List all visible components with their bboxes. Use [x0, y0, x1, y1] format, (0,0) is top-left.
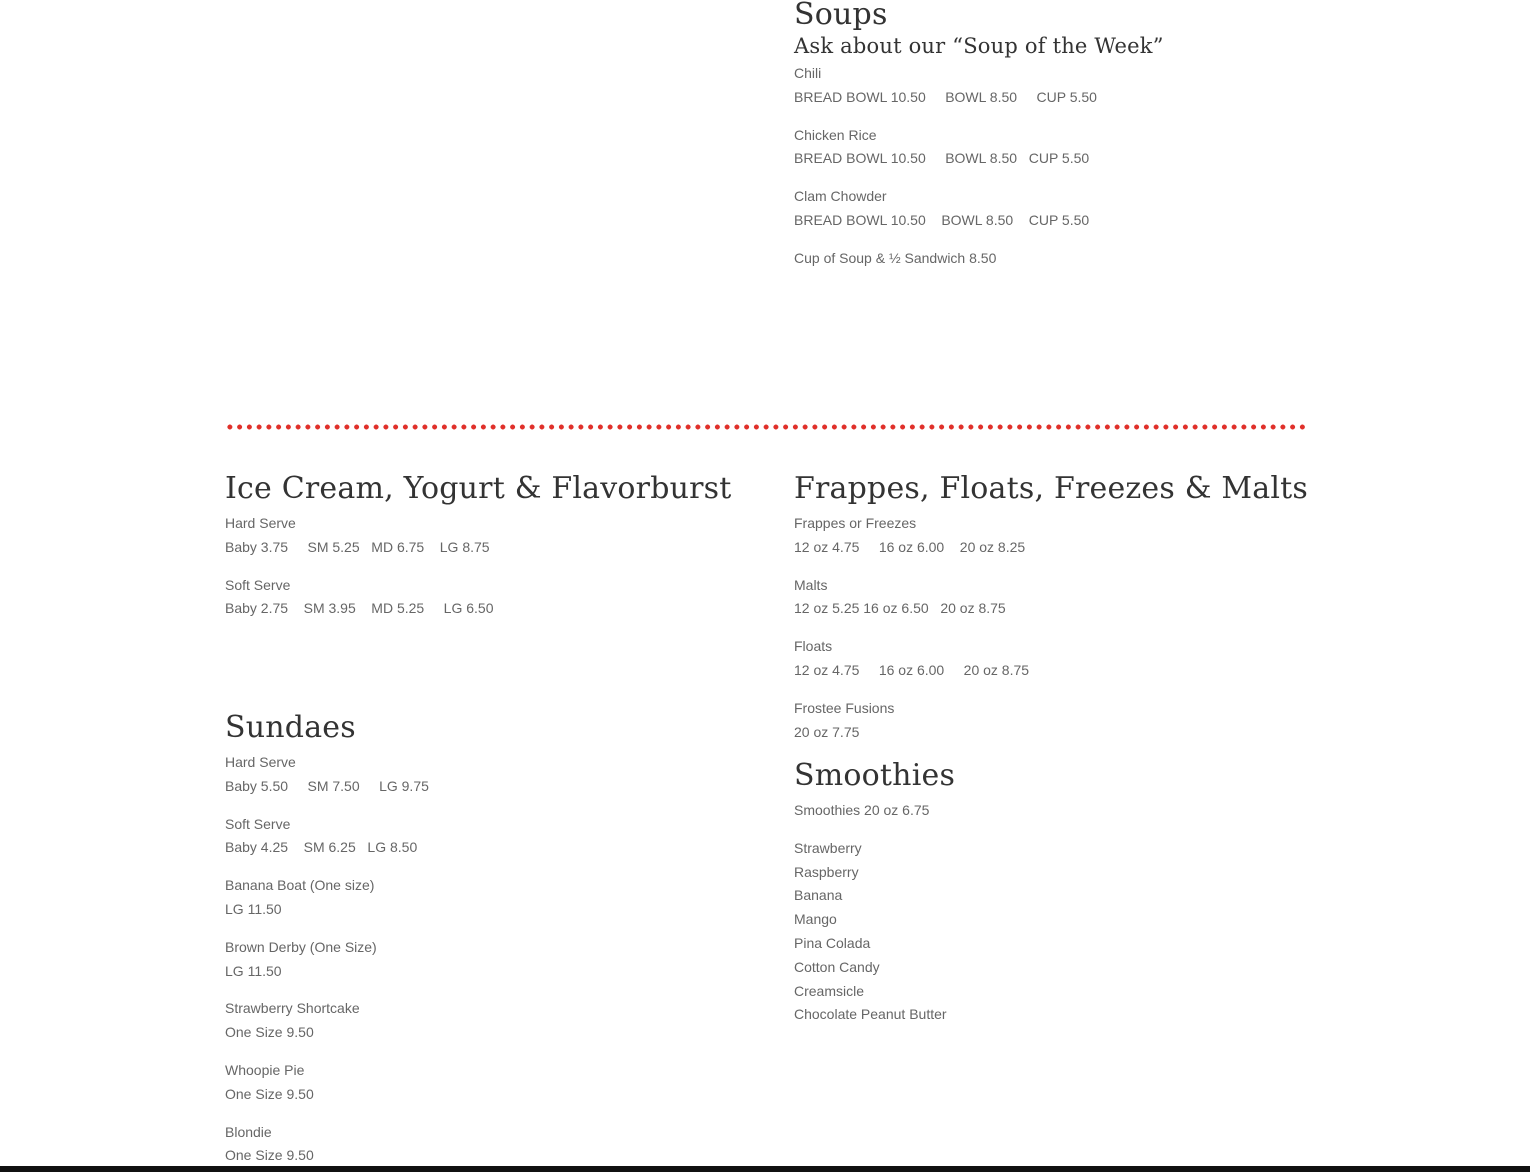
menu-item — [794, 185, 1164, 233]
item-prices: 12 oz 4.75 16 oz 6.00 20 oz 8.25 — [794, 538, 1026, 555]
menu-item — [794, 635, 1308, 683]
menu-item — [225, 512, 732, 560]
list-item: Chocolate Peanut Butter — [794, 1006, 947, 1023]
menu-item — [794, 574, 1308, 622]
menu-item — [225, 1121, 429, 1169]
item-prices: 12 oz 5.25 16 oz 6.50 20 oz 8.75 — [794, 600, 1006, 617]
ice-cream-title: Ice Cream, Yogurt & Flavorburst — [225, 471, 732, 506]
dotted-divider — [225, 424, 1305, 430]
item-prices: Baby 3.75 SM 5.25 MD 6.75 LG 8.75 — [225, 538, 490, 555]
item-prices: BREAD BOWL 10.50 BOWL 8.50 CUP 5.50 — [794, 88, 1097, 105]
menu-item — [794, 124, 1164, 172]
bottom-bar — [0, 1166, 1530, 1172]
list-item: Strawberry — [794, 839, 862, 856]
smoothie-flavor-list — [794, 837, 955, 1027]
item-prices: Baby 5.50 SM 7.50 LG 9.75 — [225, 777, 429, 794]
item-prices: One Size 9.50 — [225, 1147, 314, 1164]
ice-cream-section — [225, 472, 732, 621]
item-prices: BREAD BOWL 10.50 BOWL 8.50 CUP 5.50 — [794, 150, 1090, 167]
soup-combo: Cup of Soup & ½ Sandwich 8.50 — [794, 249, 997, 266]
list-item: Pina Colada — [794, 934, 871, 951]
list-item: Cotton Candy — [794, 958, 880, 975]
list-item: Mango — [794, 911, 837, 928]
menu-item — [225, 936, 429, 984]
item-name: Whoopie Pie — [225, 1061, 305, 1078]
item-prices: Baby 2.75 SM 3.95 MD 5.25 LG 6.50 — [225, 600, 494, 617]
menu-item — [225, 1059, 429, 1107]
item-prices: LG 11.50 — [225, 962, 282, 979]
item-name: Clam Chowder — [794, 188, 887, 205]
menu-item — [225, 574, 732, 622]
item-name: Brown Derby (One Size) — [225, 938, 377, 955]
item-name: Hard Serve — [225, 515, 296, 531]
menu-item — [794, 512, 1308, 560]
item-name: Malts — [794, 576, 828, 593]
item-name: Hard Serve — [225, 754, 296, 770]
smoothies-section — [794, 759, 955, 1027]
menu-item — [225, 874, 429, 922]
item-prices: LG 11.50 — [225, 900, 282, 917]
smoothies-price: Smoothies 20 oz 6.75 — [794, 802, 930, 818]
menu-item — [794, 62, 1164, 110]
menu-item — [225, 813, 429, 861]
item-name: Soft Serve — [225, 815, 291, 832]
sundaes-title: Sundaes — [225, 710, 356, 745]
list-item: Banana — [794, 887, 843, 904]
sundaes-section — [225, 711, 429, 1168]
item-name: Soft Serve — [225, 576, 291, 593]
item-name: Strawberry Shortcake — [225, 1000, 360, 1017]
item-name: Blondie — [225, 1123, 272, 1140]
smoothies-title: Smoothies — [794, 758, 956, 793]
frappes-title: Frappes, Floats, Freezes & Malts — [794, 471, 1308, 506]
item-prices: Baby 4.25 SM 6.25 LG 8.50 — [225, 839, 418, 856]
soups-title: Soups — [794, 0, 888, 32]
item-name: Chicken Rice — [794, 126, 877, 143]
item-prices: 20 oz 7.75 — [794, 723, 860, 740]
menu-item — [225, 751, 429, 799]
frappes-section — [794, 472, 1308, 744]
item-name: Floats — [794, 638, 833, 655]
item-prices: One Size 9.50 — [225, 1085, 314, 1102]
item-prices: One Size 9.50 — [225, 1024, 314, 1041]
item-name: Frostee Fusions — [794, 699, 895, 716]
menu-item — [225, 997, 429, 1045]
list-item: Creamsicle — [794, 982, 865, 999]
item-name: Banana Boat (One size) — [225, 877, 375, 894]
item-name: Chili — [794, 65, 822, 82]
item-name: Frappes or Freezes — [794, 515, 917, 531]
soups-subtitle: Ask about our “Soup of the Week” — [794, 34, 1164, 58]
item-prices: 12 oz 4.75 16 oz 6.00 20 oz 8.75 — [794, 661, 1030, 678]
menu-item — [794, 697, 1308, 745]
soups-section — [794, 0, 1164, 271]
item-prices: BREAD BOWL 10.50 BOWL 8.50 CUP 5.50 — [794, 212, 1090, 229]
list-item: Raspberry — [794, 863, 859, 880]
